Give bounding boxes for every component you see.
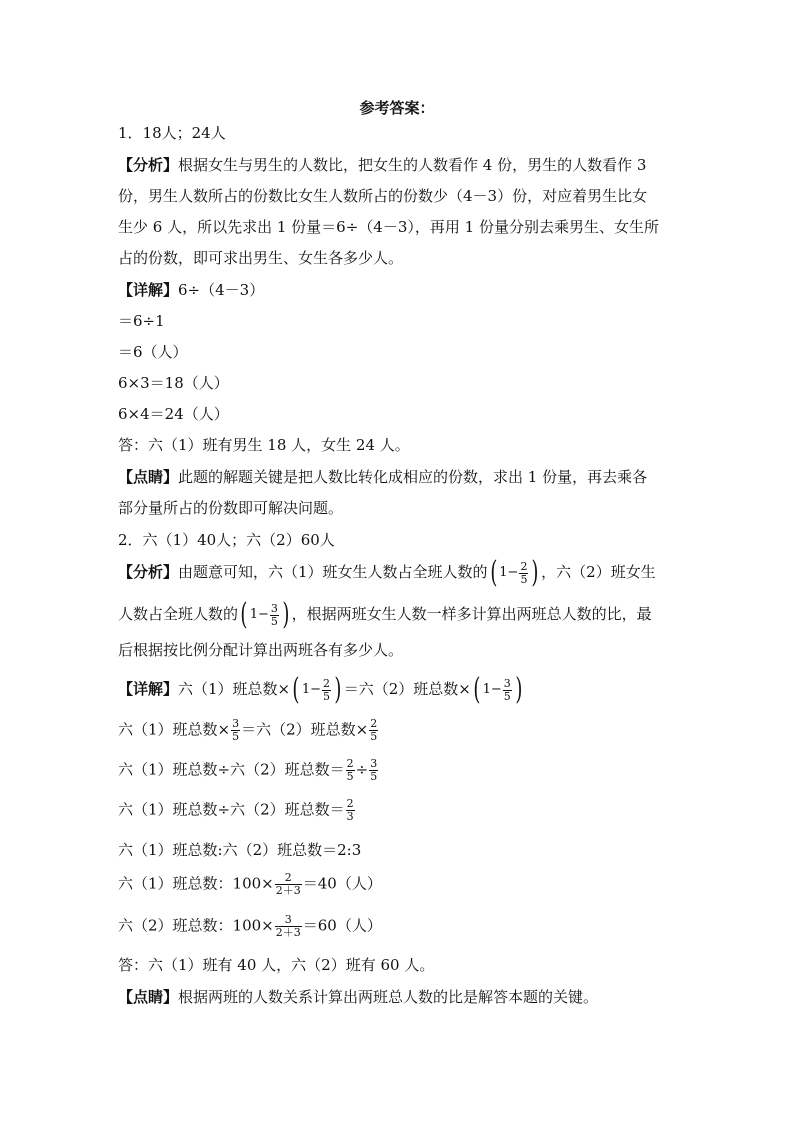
detail-tag: 【详解】 [118,680,179,698]
q1-answer: 1．18人；24人 [118,124,226,142]
fraction: $\frac{2}{2+3}$ [275,871,301,897]
q2-reply: 答：六（1）班有 40 人，六（2）班有 60 人。 [118,956,435,974]
q1-detail-text-1: 6÷（4－3） [178,281,265,299]
comment-tag: 【点睛】 [118,468,179,486]
q2-detail-line-7: 六（2）班总数：100× $\frac{3}{2+3}$ ＝60（人） [118,913,382,939]
q1-detail-line-4: 6×3＝18（人） [118,374,229,392]
q1-comment-line-1 [118,467,647,487]
q1-detail-line-1 [118,280,264,300]
q2-comment-line-1 [118,987,598,1007]
q2-analysis-text-2b: ，根据两班女生人数一样多计算出两班总人数的比，最 [291,605,652,623]
fraction: $\frac{3}{2+3}$ [275,913,301,939]
q1-analysis-line-2: 份，男生人数所占的份数比女生人数所占的份数少（4－3）份，对应着男生比女 [118,187,648,205]
analysis-tag: 【分析】 [118,156,179,174]
q2-analysis-line-1 [118,555,656,590]
q2-analysis-text-1b: ，六（2）班女生 [541,563,656,581]
fraction: $\frac{2}{3}$ [346,797,354,823]
page-title: 参考答案： [359,99,435,117]
paren-expression: ( 1− $\frac{3}{5}$ ) [473,672,523,707]
fraction: $\frac{3}{5}$ [370,757,378,783]
q2-comment-text-1: 根据两班的人数关系计算出两班总人数的比是解答本题的关键。 [178,988,599,1006]
q1-detail-line-5: 6×4＝24（人） [118,405,229,423]
q2-detail-line-6: 六（1）班总数：100× $\frac{2}{2+3}$ ＝40（人） [118,871,382,897]
q2-analysis-line-2 [118,597,652,632]
fraction: $\frac{3}{5}$ [232,717,240,743]
q1-reply: 答：六（1）班有男生 18 人，女生 24 人。 [118,436,410,454]
q2-analysis-line-3: 后根据按比例分配计算出两班各有多少人。 [118,641,404,659]
detail-tag: 【详解】 [118,281,179,299]
q2-detail-line-3: 六（1）班总数÷六（2）班总数＝ $\frac{2}{5}$ ÷ $\frac{3}{5}$ [118,757,378,783]
q1-detail-line-2: ＝6÷1 [118,312,165,330]
paren-expression: ( 1− $\frac{3}{5}$ ) [240,597,290,632]
q1-comment-line-2: 部分量所占的份数即可解决问题。 [118,499,344,517]
q2-answer: 2．六（1）40人；六（2）60人 [118,531,335,549]
fraction: $\frac{2}{5}$ [346,757,354,783]
q2-detail-line-5: 六（1）班总数:六（2）班总数＝2:3 [118,841,362,859]
q1-analysis-text-1: 根据女生与男生的人数比，把女生的人数看作 4 份，男生的人数看作 3 [178,156,647,174]
q1-comment-text-1: 此题的解题关键是把人数比转化成相应的份数，求出 1 份量，再去乘各 [178,468,648,486]
q1-analysis-line-3: 生少 6 人，所以先求出 1 份量＝6÷（4－3），再用 1 份量分别去乘男生、女生所 [118,218,659,236]
q2-detail-line-1: 【详解】六（1）班总数× ( 1− $\frac{2}{5}$ ) ＝六（2）班总数× ( 1− $\frac{3}{5}$ ) [118,675,524,705]
q1-detail-line-3: ＝6（人） [118,343,188,361]
q1-analysis-line-4: 占的份数，即可求出男生、女生各多少人。 [118,249,404,267]
q2-analysis-text-2a: 人数占全班人数的 [118,605,239,623]
q2-analysis-text-1a: 由题意可知，六（1）班女生人数占全班人数的 [178,563,488,581]
q2-detail-line-4: 六（1）班总数÷六（2）班总数＝ $\frac{2}{3}$ [118,797,354,823]
paren-expression: ( 1− $\frac{2}{5}$ ) [489,555,539,590]
q1-analysis-line-1 [118,155,646,175]
analysis-tag: 【分析】 [118,563,179,581]
q2-detail-line-2: 六（1）班总数× $\frac{3}{5}$ ＝六（2）班总数× $\frac{2}{5}$ [118,717,378,743]
fraction: $\frac{2}{5}$ [370,717,378,743]
paren-expression: ( 1− $\frac{2}{5}$ ) [292,672,342,707]
comment-tag: 【点睛】 [118,988,179,1006]
